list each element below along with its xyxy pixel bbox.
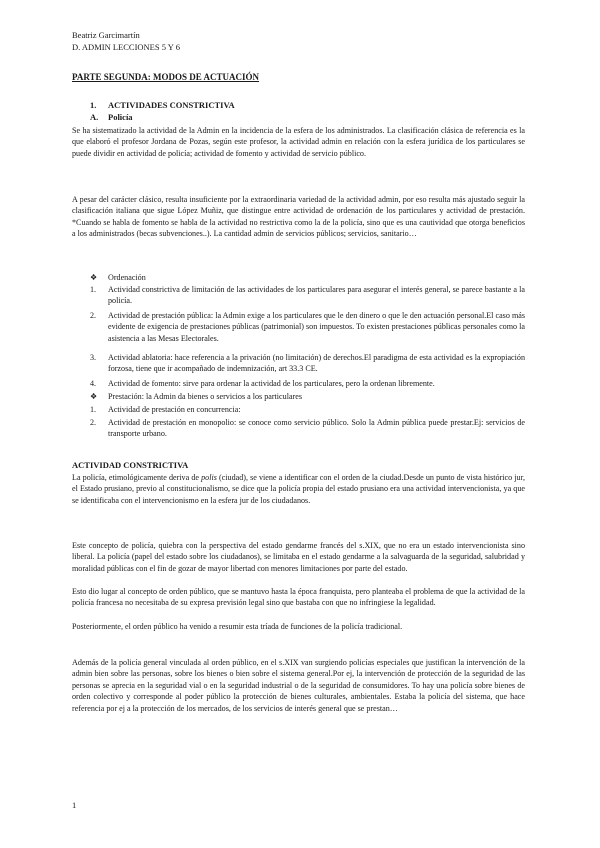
intro-paragraph: Se ha sistematizado la actividad de la Admin en la incidencia de la esfera de los administrados. La clasificación clásica de referencia es la que elaboró el profesor Jordana de Pozas, según este profesor, la actividad admin en relación con la esfera jurídica de los particulares se puede dividir en actividad de policía; actividad de fomento y actividad de servicio público. — [72, 126, 525, 158]
list-item-number: 4. — [90, 379, 97, 388]
list-item-text: Actividad de prestación en monopolio: se conoce como servicio público. Solo la Admin pública puede prestar.Ej: servicios de transporte urbano. — [108, 418, 525, 439]
list-item-number: 2. — [90, 311, 97, 320]
list-item-text: Ordenación — [108, 273, 146, 282]
list-item-number: 1. — [90, 285, 97, 294]
list-item-text: Actividad de prestación pública: la Admin exige a los particulares que le den dinero o que le den actuación personal.El caso más evidente de exigencia de prestaciones públicas (patrimonial) son impuestos. To existen prestaciones públicas personales como la asistencia a las Mesas Electorales. — [108, 311, 525, 343]
activity-paragraph-4: Posteriormente, el orden público ha venido a resumir esta tríada de funciones de la policía tradicional. — [72, 622, 403, 631]
classification-paragraph: A pesar del carácter clásico, resulta insuficiente por la extraordinaria variedad de la actividad admin, por eso resulta más ajustado seguir la clasificación italiana que sigue López Muñiz, que distingue entre actividad de ordenación de los particulares y actividad de prestación. *Cuando se habla de fomento se habla de la actividad no restrictiva como la de la policía, sino que es una cautividad que otorga beneficios a los administrados (becas subvenciones..). La cantidad admin de servicios públicos; servicios, sanitario… — [72, 195, 525, 239]
page-title: PARTE SEGUNDA: MODOS DE ACTUACIÓN — [72, 72, 260, 82]
text-run: (ciudad), se viene a identificar con el orden de la ciudad.Desde un punto de vista histórico jur, el Estado prusiano, previo al constitucionalismo, se dice que la policía propia del estado prusiano era una actividad intervencionista, ya que se identificaba con el intervencionismo en la esfera jur de los ciudadanos. — [72, 473, 525, 505]
diamond-bullet-icon: ❖ — [90, 392, 98, 401]
list-item-text: Actividad de fomento: sirve para ordenar la actividad de los particulares, pero la ordenan libremente. — [108, 379, 435, 388]
section-a-number: A. — [90, 112, 99, 122]
list-item-number: 3. — [90, 353, 97, 362]
activity-paragraph-1 — [72, 472, 525, 506]
list-item-text: Actividad de prestación en concurrencia: — [108, 405, 241, 414]
diamond-bullet-icon: ❖ — [90, 273, 98, 282]
activity-paragraph-5: Además de la policía general vinculada al orden público, en el s.XIX van surgiendo policías especiales que justifican la intervención de la admin bien sobre las personas, sobre los bienes o bien sobre el sistema general.Por ej, la intervención de protección de la seguridad de las personas se aprecia en la seguridad vial o en la seguridad industrial o de la seguridad de consumidores. To hay una policía sobre bienes de orden colectivo y corresponde al poder público la protección de bienes culturales, ambientales. Estaba la policía del sistema, que hace referencia por ej a la protección de los mercados, de los servicios de interés general que se prestan… — [72, 658, 525, 713]
section-a-heading: Policía — [108, 112, 133, 122]
section-1-number: 1. — [90, 100, 97, 110]
text-run: La policía, etimológicamente deriva de — [72, 473, 202, 482]
header-course: D. ADMIN LECCIONES 5 Y 6 — [72, 42, 180, 52]
list-item-text: Prestación: la Admin da bienes o servicios a los particulares — [108, 392, 302, 401]
list-item-text: Actividad constrictiva de limitación de las actividades de los particulares para asegurar el interés general, se parece bastante a la policía. — [108, 285, 525, 306]
header-author: Beatriz Garcimartín — [72, 30, 140, 40]
section-1-heading: ACTIVIDADES CONSTRICTIVA — [108, 100, 235, 110]
activity-paragraph-2: Este concepto de policía, quiebra con la perspectiva del estado gendarme francés del s.XIX, que no era un estado intervencionista sino liberal. La policía (papel del estado sobre los ciudadanos), se limitaba en el estado gendarme a la salvaguarda de la seguridad, salubridad y moralidad públicas con el fin de gozar de mayor libertad con menores limitaciones por parte del estado. — [72, 541, 525, 573]
activity-heading: ACTIVIDAD CONSTRICTIVA — [72, 460, 189, 470]
list-item-number: 1. — [90, 405, 97, 414]
page-number: 1 — [72, 800, 77, 810]
italic-term: polis — [201, 473, 217, 482]
list-item-number: 2. — [90, 418, 97, 427]
list-item-text: Actividad ablatoria: hace referencia a la privación (no limitación) de derechos.El paradigma de esta actividad es la expropiación forzosa, tiene que ir acompañado de indemnización, art 33.3 CE. — [108, 353, 525, 374]
activity-paragraph-3: Esto dio lugar al concepto de orden público, que se mantuvo hasta la época franquista, pero planteaba el problema de que la actividad de la policía francesa no necesitaba de su expresa previsión legal sino que bastaba con que no infringiese la legalidad. — [72, 587, 525, 608]
